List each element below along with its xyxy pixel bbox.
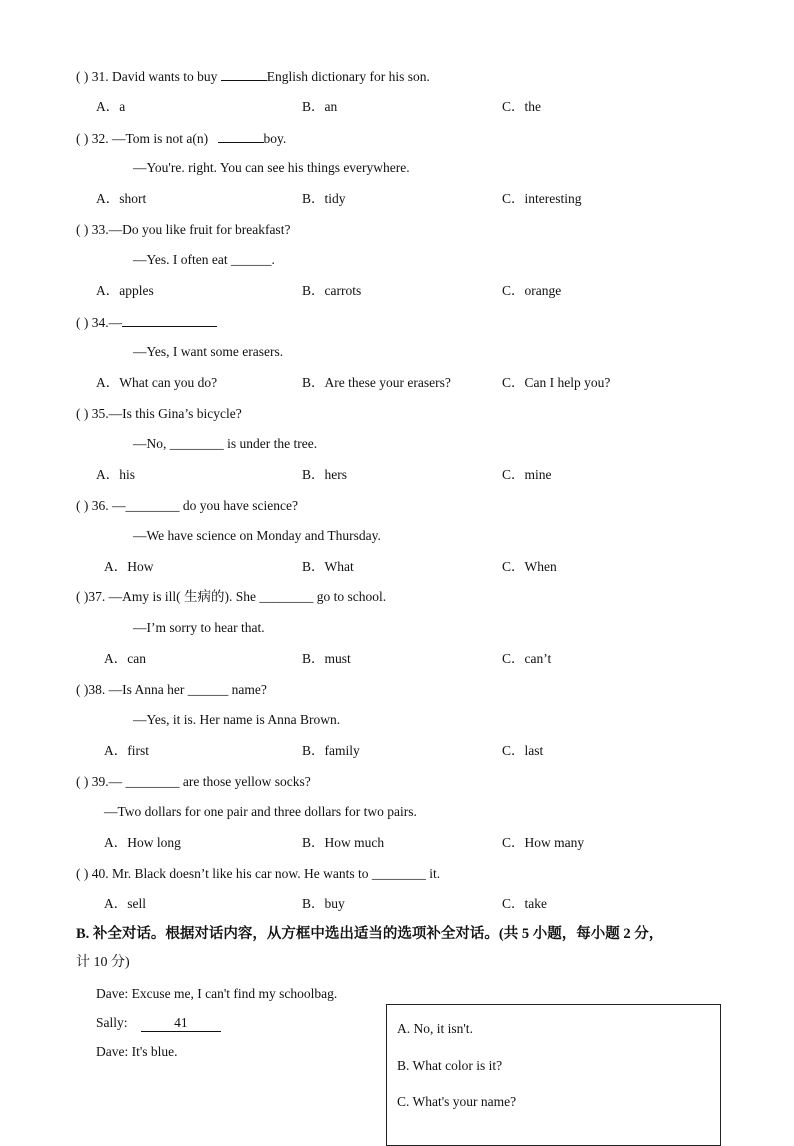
option-b: B．What <box>302 559 354 574</box>
option-c: C．When <box>502 559 557 574</box>
dialogue-line: Dave: It's blue. <box>96 1044 178 1059</box>
option-b: B．an <box>302 99 338 114</box>
option-c: C．can’t <box>502 651 552 666</box>
answer-blank-41: 41 <box>141 1015 221 1032</box>
box-option-a: A. No, it isn't. <box>397 1021 473 1036</box>
option-c: C．mine <box>502 467 552 482</box>
question-31-stem: ( ) 31. David wants to buy English dictionary for his son. <box>76 69 430 84</box>
question-34-stem: ( ) 34.— <box>76 314 217 331</box>
question-35-stem: ( ) 35.—Is this Gina’s bicycle? <box>76 406 242 421</box>
option-c: C．interesting <box>502 191 582 206</box>
options-box <box>386 1004 721 1146</box>
option-c: C．take <box>502 896 547 911</box>
answer-blank <box>218 130 264 143</box>
question-32-stem: ( ) 32. —Tom is not a(n) boy. <box>76 131 287 146</box>
section-b-title-cont: 计 10 分) <box>76 955 130 970</box>
answer-blank <box>122 314 217 327</box>
dialogue-line: Dave: Excuse me, I can't find my schoolbag. <box>96 986 338 1001</box>
option-a: A．first <box>104 743 149 758</box>
option-a: A．How <box>104 559 154 574</box>
dialogue-line: Sally: 41 <box>96 1015 221 1032</box>
option-b: B．buy <box>302 896 345 911</box>
question-32-reply: —You're. right. You can see his things everywhere. <box>133 160 410 175</box>
question-37-reply: —I’m sorry to hear that. <box>133 620 265 635</box>
answer-blank <box>221 68 267 81</box>
option-b: B．tidy <box>302 191 346 206</box>
question-39-reply: —Two dollars for one pair and three dollars for two pairs. <box>104 804 417 819</box>
option-a: A．apples <box>96 283 154 298</box>
option-b: B．Are these your erasers? <box>302 375 451 390</box>
question-33-stem: ( ) 33.—Do you like fruit for breakfast? <box>76 222 291 237</box>
option-b: B．How much <box>302 835 385 850</box>
box-option-c: C. What's your name? <box>397 1094 517 1109</box>
option-a: A．can <box>104 651 146 666</box>
option-b: B．family <box>302 743 360 758</box>
option-b: B．must <box>302 651 351 666</box>
question-37-stem: ( )37. —Amy is ill( 生病的). She ________ go to school. <box>76 589 387 604</box>
option-a: A．sell <box>104 896 146 911</box>
question-38-stem: ( )38. —Is Anna her ______ name? <box>76 682 267 697</box>
question-34-reply: —Yes, I want some erasers. <box>133 344 284 359</box>
question-40-stem: ( ) 40. Mr. Black doesn’t like his car now. He wants to ________ it. <box>76 866 441 881</box>
question-33-reply: —Yes. I often eat ______. <box>133 252 275 267</box>
option-c: C．Can I help you? <box>502 375 611 390</box>
question-35-reply: —No, ________ is under the tree. <box>133 436 318 451</box>
option-b: B．carrots <box>302 283 362 298</box>
question-36-stem: ( ) 36. —________ do you have science? <box>76 498 298 513</box>
question-36-reply: —We have science on Monday and Thursday. <box>133 528 381 543</box>
option-a: A．short <box>96 191 147 206</box>
question-38-reply: —Yes, it is. Her name is Anna Brown. <box>133 712 341 727</box>
option-c: C．orange <box>502 283 562 298</box>
option-a: A．What can you do? <box>96 375 218 390</box>
section-b-title: B. 补全对话。根据对话内容，从方框中选出适当的选项补全对话。(共 5 小题，每小题 2 分， <box>76 926 664 942</box>
option-c: C．How many <box>502 835 585 850</box>
option-a: A．a <box>96 99 126 114</box>
option-a: A．his <box>96 467 136 482</box>
box-option-b: B. What color is it? <box>397 1058 503 1073</box>
option-c: C．the <box>502 99 541 114</box>
question-39-stem: ( ) 39.— ________ are those yellow socks? <box>76 774 311 789</box>
option-b: B．hers <box>302 467 347 482</box>
option-c: C．last <box>502 743 544 758</box>
option-a: A．How long <box>104 835 181 850</box>
